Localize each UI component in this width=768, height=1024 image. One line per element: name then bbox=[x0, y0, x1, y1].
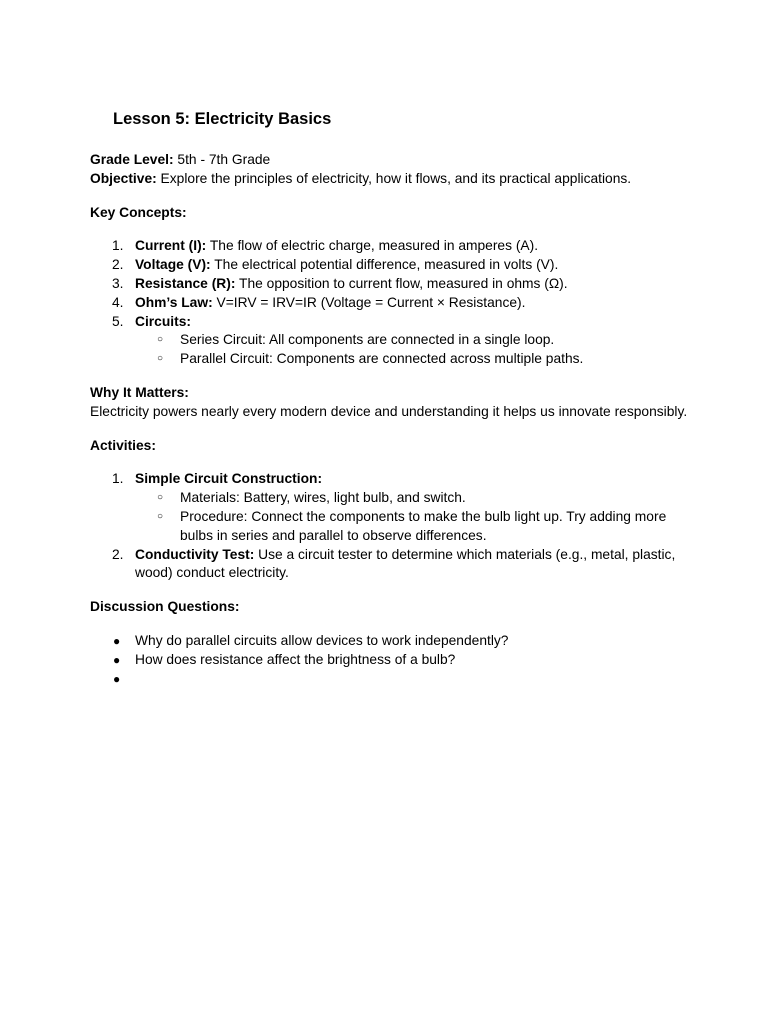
bullet-icon: ● bbox=[113, 652, 121, 667]
activity-term: Simple Circuit Construction: bbox=[135, 471, 323, 487]
list-item bbox=[90, 275, 690, 294]
objective-value: Explore the principles of electricity, how it flows, and its practical applications. bbox=[156, 170, 632, 186]
question-text: How does resistance affect the brightness of a bulb? bbox=[135, 651, 456, 667]
activity-text: Use a circuit tester to determine which materials (e.g., metal, plastic, wood) conduct electricity. bbox=[135, 546, 676, 581]
activities-list bbox=[90, 470, 690, 583]
list-item bbox=[90, 256, 690, 275]
concept-text: The flow of electric charge, measured in amperes (A). bbox=[206, 238, 539, 254]
list-number: 5. bbox=[112, 313, 124, 329]
list-number: 1. bbox=[112, 471, 124, 487]
question-text: Why do parallel circuits allow devices to work independently? bbox=[135, 632, 509, 648]
bullet-icon: ● bbox=[113, 633, 121, 648]
hollow-bullet-icon: ○ bbox=[157, 334, 164, 346]
list-item bbox=[135, 489, 690, 508]
document-page bbox=[90, 108, 690, 688]
concept-term: Voltage (V): bbox=[135, 257, 211, 273]
list-item bbox=[90, 632, 690, 651]
list-item bbox=[135, 508, 690, 546]
discussion-questions-list bbox=[90, 632, 690, 688]
sub-item-text: Materials: Battery, wires, light bulb, and switch. bbox=[180, 490, 466, 506]
activity-term: Conductivity Test: bbox=[135, 546, 255, 562]
sub-item-text: Procedure: Connect the components to make the bulb light up. Try adding more bulbs in series and parallel to observe differences. bbox=[180, 508, 667, 543]
why-it-matters-heading: Why It Matters: bbox=[90, 384, 189, 400]
list-item bbox=[135, 350, 690, 369]
concept-term: Ohm’s Law: bbox=[135, 294, 213, 310]
concept-term: Current (I): bbox=[135, 238, 207, 254]
concept-text: V=IRV = IRV=IR (Voltage = Current × Resistance). bbox=[212, 294, 526, 310]
grade-level-line bbox=[90, 151, 690, 170]
discussion-questions-heading: Discussion Questions: bbox=[90, 599, 240, 615]
grade-level-label: Grade Level: bbox=[90, 152, 174, 167]
key-concepts-heading: Key Concepts: bbox=[90, 204, 187, 220]
list-number: 1. bbox=[112, 238, 124, 254]
why-it-matters-text: Electricity powers nearly every modern device and understanding it helps us innovate responsibly. bbox=[90, 403, 688, 419]
list-item bbox=[90, 651, 690, 670]
construction-sublist bbox=[135, 489, 690, 545]
hollow-bullet-icon: ○ bbox=[157, 492, 164, 504]
sub-item-text: Series Circuit: All components are connected in a single loop. bbox=[180, 332, 555, 348]
list-item bbox=[90, 670, 690, 689]
list-item bbox=[135, 331, 690, 350]
list-number: 3. bbox=[112, 275, 124, 291]
objective-label: Objective: bbox=[90, 170, 157, 186]
list-item bbox=[90, 237, 690, 256]
list-number: 4. bbox=[112, 294, 124, 310]
hollow-bullet-icon: ○ bbox=[157, 510, 164, 522]
activities-heading: Activities: bbox=[90, 437, 156, 453]
list-item bbox=[90, 546, 690, 584]
bullet-icon: ● bbox=[113, 671, 121, 686]
lesson-title: Lesson 5: Electricity Basics bbox=[113, 110, 332, 128]
key-concepts-list bbox=[90, 237, 690, 369]
list-number: 2. bbox=[112, 257, 124, 273]
list-item bbox=[90, 470, 690, 545]
sub-item-text: Parallel Circuit: Components are connected across multiple paths. bbox=[180, 351, 584, 367]
concept-text: The electrical potential difference, measured in volts (V). bbox=[210, 257, 559, 273]
hollow-bullet-icon: ○ bbox=[157, 353, 164, 365]
circuits-sublist bbox=[135, 331, 690, 369]
list-item bbox=[90, 313, 690, 369]
concept-text: The opposition to current flow, measured in ohms (Ω). bbox=[235, 275, 568, 291]
concept-term: Resistance (R): bbox=[135, 275, 236, 291]
concept-term: Circuits: bbox=[135, 313, 191, 329]
objective-line bbox=[90, 170, 690, 189]
list-number: 2. bbox=[112, 546, 124, 562]
list-item bbox=[90, 294, 690, 313]
grade-level-value: 5th - 7th Grade bbox=[173, 152, 271, 167]
